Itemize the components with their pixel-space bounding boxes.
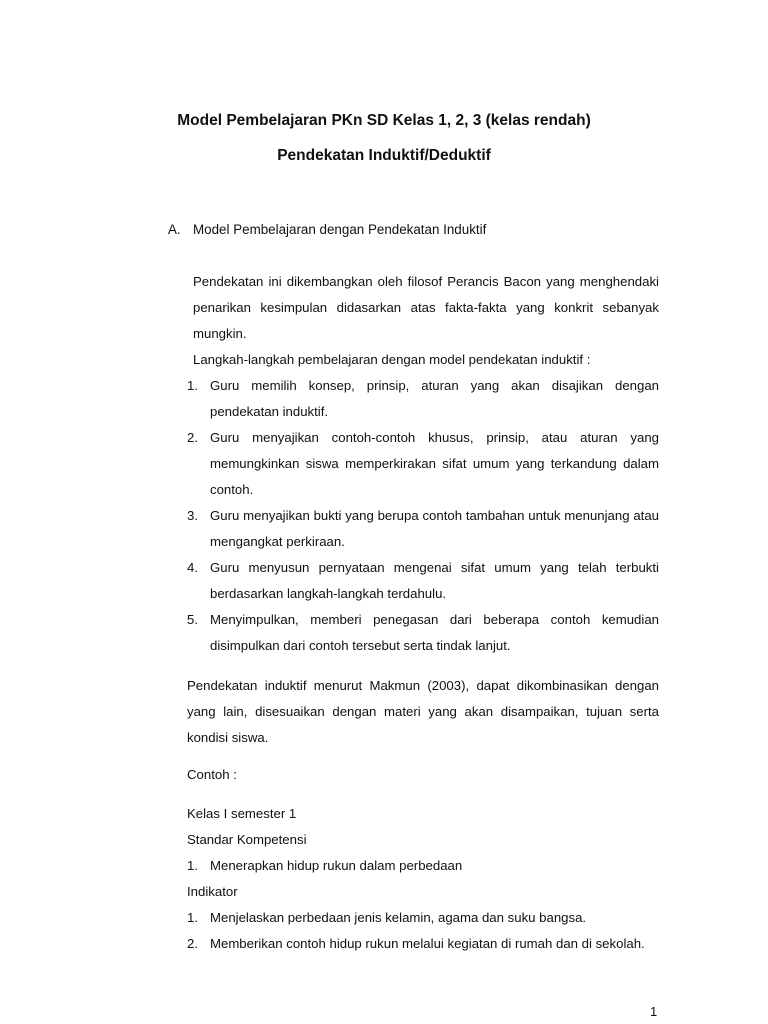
list-number: 4. xyxy=(187,560,198,575)
list-text: Guru menyusun pernyataan mengenai sifat umum yang telah terbukti berdasarkan langkah-langkah terdahulu. xyxy=(210,560,659,601)
section-heading-text: Model Pembelajaran dengan Pendekatan Induktif xyxy=(193,222,487,237)
list-item xyxy=(187,373,659,425)
section-letter: A. xyxy=(168,222,181,237)
list-text: Guru memilih konsep, prinsip, aturan yang akan disajikan dengan pendekatan induktif. xyxy=(210,378,659,419)
list-number: 1. xyxy=(187,858,198,873)
standar-kompetensi-label: Standar Kompetensi xyxy=(187,832,307,847)
list-number: 1. xyxy=(187,910,198,925)
list-item xyxy=(187,425,659,503)
intro-paragraph: Pendekatan ini dikembangkan oleh filosof Perancis Bacon yang menghendaki penarikan kesimpulan didasarkan atas fakta-fakta yang konkrit sebanyak mungkin. xyxy=(193,274,659,341)
indikator-label: Indikator xyxy=(187,884,238,899)
list-item xyxy=(187,607,659,659)
indikator-list xyxy=(187,905,659,957)
list-text: Guru menyajikan bukti yang berupa contoh tambahan untuk menunjang atau mengangkat perkiraan. xyxy=(210,508,659,549)
document-subtitle: Pendekatan Induktif/Deduktif xyxy=(277,147,491,164)
list-number: 5. xyxy=(187,612,198,627)
list-number: 2. xyxy=(187,936,198,951)
standar-kompetensi-list xyxy=(187,853,659,879)
list-item xyxy=(187,931,659,957)
list-number: 1. xyxy=(187,378,198,393)
list-text: Menyimpulkan, memberi penegasan dari beberapa contoh kemudian disimpulkan dari contoh tersebut serta tindak lanjut. xyxy=(210,612,659,653)
contoh-label: Contoh : xyxy=(187,767,237,782)
document-title: Model Pembelajaran PKn SD Kelas 1, 2, 3 (kelas rendah) xyxy=(177,112,591,129)
list-number: 3. xyxy=(187,508,198,523)
list-number: 2. xyxy=(187,430,198,445)
makmun-paragraph: Pendekatan induktif menurut Makmun (2003), dapat dikombinasikan dengan yang lain, disesuaikan dengan materi yang akan disampaikan, tujuan serta kondisi siswa. xyxy=(187,678,659,745)
list-item xyxy=(187,555,659,607)
list-item xyxy=(187,853,659,879)
section-a-heading xyxy=(168,222,486,237)
steps-list xyxy=(187,373,659,659)
list-text: Memberikan contoh hidup rukun melalui kegiatan di rumah dan di sekolah. xyxy=(210,936,645,951)
page-number: 1 xyxy=(650,1004,658,1019)
list-text: Menjelaskan perbedaan jenis kelamin, agama dan suku bangsa. xyxy=(210,910,587,925)
list-text: Menerapkan hidup rukun dalam perbedaan xyxy=(210,858,463,873)
steps-intro: Langkah-langkah pembelajaran dengan model pendekatan induktif : xyxy=(193,352,591,367)
list-item xyxy=(187,503,659,555)
kelas-line: Kelas I semester 1 xyxy=(187,806,297,821)
list-item xyxy=(187,905,659,931)
list-text: Guru menyajikan contoh-contoh khusus, prinsip, atau aturan yang memungkinkan siswa memperkirakan sifat umum yang terkandung dalam contoh. xyxy=(210,430,659,497)
